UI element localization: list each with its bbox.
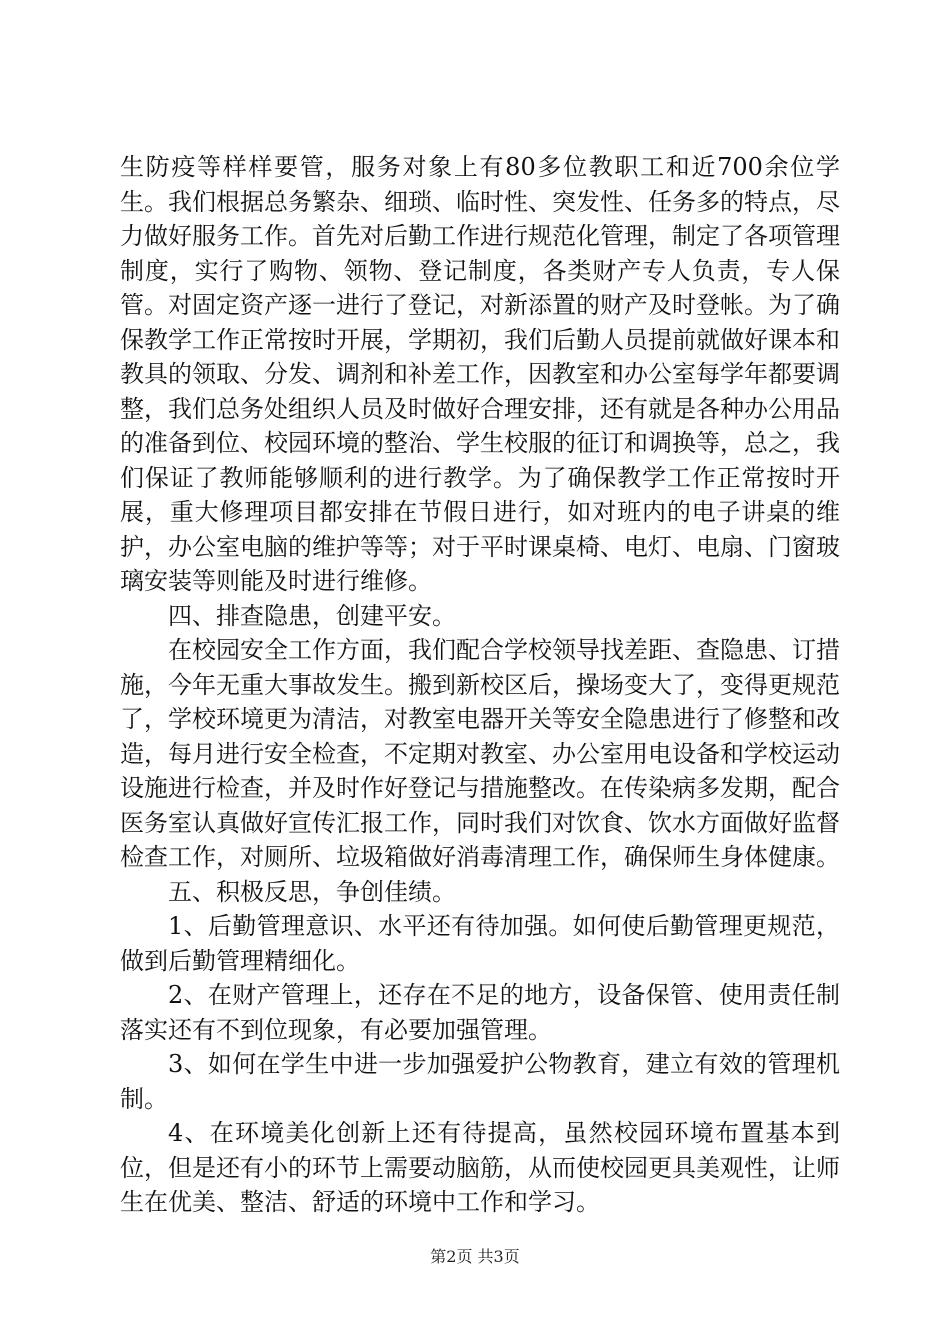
section-heading-four: 四、排查隐患，创建平安。 <box>168 601 456 630</box>
list-item-1: 1、后勤管理意识、水平还有待加强。如何使后勤管理更规范，做到后勤管理精细化。 <box>120 912 840 975</box>
section-heading-five: 五、积极反思，争创佳绩。 <box>168 877 456 906</box>
list-item-4: 4、在环境美化创新上还有待提高，虽然校园环境布置基本到位，但是还有小的环节上需要动脑筋，从而使校园更具美观性，让师生在优美、整洁、舒适的环境中工作和学习。 <box>120 1119 840 1216</box>
paragraph-safety: 在校园安全工作方面，我们配合学校领导找差距、查隐患、订措施，今年无重大事故发生。搬到新校区后，操场变大了，变得更规范了，学校环境更为清洁，对教室电器开关等安全隐患进行了修整和改造，每月进行安全检查，不定期对教室、办公室用电设备和学校运动设施进行检查，并及时作好登记与措施整改。在传染病多发期，配合医务室认真做好宣传汇报工作，同时我们对饮食、饮水方面做好监督检查工作，对厕所、垃圾箱做好消毒清理工作，确保师生身体健康。 <box>120 636 840 871</box>
document-body <box>120 150 840 1220</box>
page-number-footer: 第2页 共3页 <box>430 1247 520 1266</box>
list-item-3: 3、如何在学生中进一步加强爱护公物教育，建立有效的管理机制。 <box>120 1050 840 1113</box>
paragraph-continuation: 生防疫等样样要管，服务对象上有80多位教职工和近700余位学生。我们根据总务繁杂、细琐、临时性、突发性、任务多的特点，尽力做好服务工作。首先对后勤工作进行规范化管理，制定了各项管理制度，实行了购物、领物、登记制度，各类财产专人负责，专人保管。对固定资产逐一进行了登记，对新添置的财产及时登帐。为了确保教学工作正常按时开展，学期初，我们后勤人员提前就做好课本和教具的领取、分发、调剂和补差工作，因教室和办公室每学年都要调整，我们总务处组织人员及时做好合理安排，还有就是各种办公用品的准备到位、校园环境的整治、学生校服的征订和调换等，总之，我们保证了教师能够顺利的进行教学。为了确保教学工作正常按时开展，重大修理项目都安排在节假日进行，如对班内的电子讲桌的维护，办公室电脑的维护等等；对于平时课桌椅、电灯、电扇、门窗玻璃安装等则能及时进行维修。 <box>120 153 840 595</box>
list-item-2: 2、在财产管理上，还存在不足的地方，设备保管、使用责任制落实还有不到位现象，有必要加强管理。 <box>120 981 840 1044</box>
